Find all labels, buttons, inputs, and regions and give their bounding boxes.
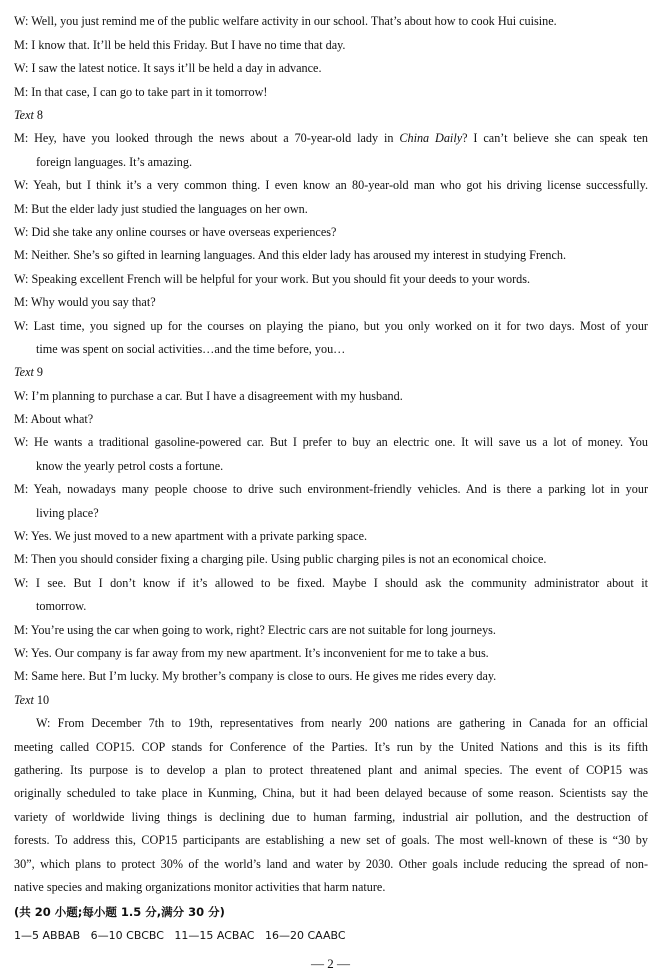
dialogue-line: W: Well, you just remind me of the public welfare activity in our school. That’s about how to cook Hui cuisine. [14,14,557,28]
dialogue-line-continued: time was spent on social activities…and the time before, you… [36,342,346,356]
dialogue-line: M: About what? [14,412,94,426]
dialogue-line: W: I see. But I don’t know if it’s allowed to be fixed. Maybe I should ask the community administrator about it [14,576,648,590]
dialogue-line-continued: tomorrow. [36,599,87,613]
dialogue-line-continued: foreign languages. It’s amazing. [36,155,193,169]
dialogue-line: W: Yes. We just moved to a new apartment with a private parking space. [14,529,368,543]
monologue-line: forests. To address this, COP15 participants are establishing a new set of goals. The most well-known of these is “30 by [14,833,648,847]
dialogue-line: W: I’m planning to purchase a car. But I have a disagreement with my husband. [14,389,403,403]
dialogue-line: M: Same here. But I’m lucky. My brother’s company is close to ours. He gives me rides every day. [14,669,497,683]
dialogue-line-continued: living place? [36,506,99,520]
monologue-line: variety of worldwide living things is declining due to human farming, industrial air pollution, and the destruction of [14,810,648,824]
dialogue-line: W: He wants a traditional gasoline-powered car. But I prefer to buy an electric one. It will save us a lot of money. You [14,435,648,449]
dialogue-line: W: Speaking excellent French will be helpful for your work. But you should fit your deeds to your words. [14,272,531,286]
page-number: — 2 — [311,956,350,971]
dialogue-line: W: Yes. Our company is far away from my new apartment. It’s inconvenient for me to take a bus. [14,646,489,660]
section-heading-text10: Text 10 [14,693,50,707]
dialogue-line: W: Did she take any online courses or have overseas experiences? [14,225,337,239]
answer-key: 1—5 ABBAB 6—10 CBCBC 11—15 ACBAC 16—20 CAABC [14,929,346,942]
section-heading-text9: Text 9 [14,365,44,379]
dialogue-line: M: Then you should consider fixing a charging pile. Using public charging piles is not an economical choice. [14,552,547,566]
dialogue-line: M: In that case, I can go to take part in it tomorrow! [14,85,268,99]
dialogue-line: M: I know that. It’ll be held this Friday. But I have no time that day. [14,38,346,52]
dialogue-line: M: Why would you say that? [14,295,156,309]
monologue-line: 30”, which plans to protect 30% of the world’s land and water by 2030. Other goals include reducing the spread of non- [14,857,648,871]
section-heading-text8: Text 8 [14,108,44,122]
dialogue-line: W: Yeah, but I think it’s a very common thing. I even know an 80-year-old man who got his driving license successfully. [14,178,648,192]
dialogue-line: M: Neither. She’s so gifted in learning languages. And this elder lady has aroused my interest in studying French. [14,248,567,262]
monologue-line: originally scheduled to take place in Kunming, China, but it had been delayed because of some reason. Scientists say the [14,786,648,800]
dialogue-line: M: You’re using the car when going to work, right? Electric cars are not suitable for long journeys. [14,623,496,637]
dialogue-line: M: Yeah, nowadays many people choose to drive such environment-friendly vehicles. And is there a parking lot in your [14,482,648,496]
dialogue-line: M: Hey, have you looked through the news about a 70-year-old lady in China Daily? I can’t believe she can speak ten [14,131,648,145]
dialogue-line: W: I saw the latest notice. It says it’ll be held a day in advance. [14,61,322,75]
score-info: (共 20 小题;每小题 1.5 分,满分 30 分) [14,905,225,919]
dialogue-line-continued: know the yearly petrol costs a fortune. [36,459,224,473]
monologue-line: native species and making organizations monitor activities that harm nature. [14,880,386,894]
monologue-line: gathering. Its purpose is to develop a plan to protect threatened plant and animal species. The event of COP15 was [14,763,648,777]
monologue-line: W: From December 7th to 19th, representatives from nearly 200 nations are gathering in Canada for an official [36,716,648,730]
dialogue-line: M: But the elder lady just studied the languages on her own. [14,202,308,216]
dialogue-line: W: Last time, you signed up for the courses on playing the piano, but you only worked on it for two days. Most of your [14,319,648,333]
monologue-line: meeting called COP15. COP stands for Conference of the Parties. It’s run by the United Nations and this is its fifth [14,740,648,754]
